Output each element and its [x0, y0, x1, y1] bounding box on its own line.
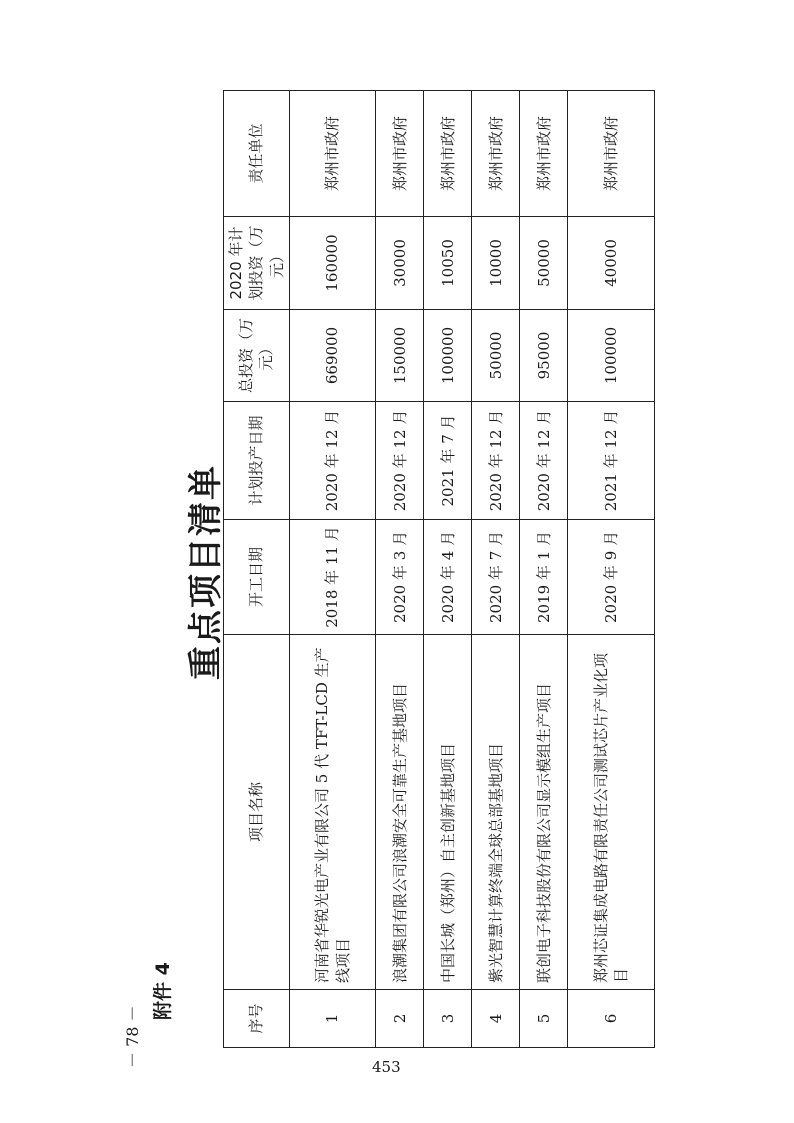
table-row [289, 91, 376, 1048]
cell-plan-investment: 10050 [424, 217, 472, 310]
cell-start-date: 2018 年 11 月 [289, 520, 376, 635]
cell-total-investment: 669000 [289, 310, 376, 402]
header-production-date: 计划投产日期 [224, 402, 290, 520]
cell-plan-investment: 40000 [568, 217, 655, 310]
cell-seq: 4 [472, 990, 520, 1048]
table-row [376, 91, 424, 1048]
cell-project-name: 河南省华锐光电产业有限公司 5 代 TFT-LCD 生产线项目 [289, 635, 376, 990]
cell-production-date: 2020 年 12 月 [289, 402, 376, 520]
cell-responsible-unit: 郑州市政府 [289, 91, 376, 217]
cell-responsible-unit: 郑州市政府 [472, 91, 520, 217]
cell-start-date: 2020 年 3 月 [376, 520, 424, 635]
cell-total-investment: 100000 [568, 310, 655, 402]
cell-responsible-unit: 郑州市政府 [520, 91, 568, 217]
page-number-footer: 453 [372, 1058, 401, 1076]
cell-start-date: 2020 年 7 月 [472, 520, 520, 635]
cell-seq: 5 [520, 990, 568, 1048]
cell-production-date: 2020 年 12 月 [376, 402, 424, 520]
table-row [472, 91, 520, 1048]
table-row [568, 91, 655, 1048]
cell-plan-investment: 10000 [472, 217, 520, 310]
cell-total-investment: 150000 [376, 310, 424, 402]
page-title: 重点项目清单 [186, 464, 226, 680]
cell-production-date: 2020 年 12 月 [472, 402, 520, 520]
attachment-label: 附件 4 [152, 962, 174, 1020]
project-table [223, 90, 655, 1048]
cell-responsible-unit: 郑州市政府 [568, 91, 655, 217]
cell-seq: 3 [424, 990, 472, 1048]
header-project-name: 项目名称 [224, 635, 290, 990]
project-table-container [223, 91, 655, 1048]
header-seq: 序号 [224, 990, 290, 1048]
header-start-date: 开工日期 [224, 520, 290, 635]
header-responsible-unit: 责任单位 [224, 91, 290, 217]
cell-start-date: 2020 年 9 月 [568, 520, 655, 635]
cell-production-date: 2021 年 7 月 [424, 402, 472, 520]
cell-total-investment: 50000 [472, 310, 520, 402]
cell-responsible-unit: 郑州市政府 [376, 91, 424, 217]
cell-project-name: 中国长城（郑州）自主创新基地项目 [424, 635, 472, 990]
cell-plan-investment: 30000 [376, 217, 424, 310]
cell-seq: 6 [568, 990, 655, 1048]
cell-responsible-unit: 郑州市政府 [424, 91, 472, 217]
cell-project-name: 浪潮集团有限公司浪潮安全可靠生产基地项目 [376, 635, 424, 990]
header-total-investment: 总投资（万元） [224, 310, 290, 402]
table-row [520, 91, 568, 1048]
table-header-row [224, 91, 290, 1048]
header-2020-plan-investment: 2020 年计划投资（万元） [224, 217, 290, 310]
cell-production-date: 2020 年 12 月 [520, 402, 568, 520]
cell-project-name: 联创电子科技股份有限公司显示模组生产项目 [520, 635, 568, 990]
cell-start-date: 2020 年 4 月 [424, 520, 472, 635]
cell-project-name: 郑州芯证集成电路有限责任公司测试芯片产业化项目 [568, 635, 655, 990]
cell-production-date: 2021 年 12 月 [568, 402, 655, 520]
table-row [424, 91, 472, 1048]
page-number-rotated: － 78 － [123, 1005, 142, 1068]
cell-total-investment: 100000 [424, 310, 472, 402]
cell-seq: 2 [376, 990, 424, 1048]
cell-total-investment: 95000 [520, 310, 568, 402]
cell-seq: 1 [289, 990, 376, 1048]
cell-plan-investment: 160000 [289, 217, 376, 310]
cell-project-name: 紫光智慧计算终端全球总部基地项目 [472, 635, 520, 990]
cell-start-date: 2019 年 1 月 [520, 520, 568, 635]
cell-plan-investment: 50000 [520, 217, 568, 310]
